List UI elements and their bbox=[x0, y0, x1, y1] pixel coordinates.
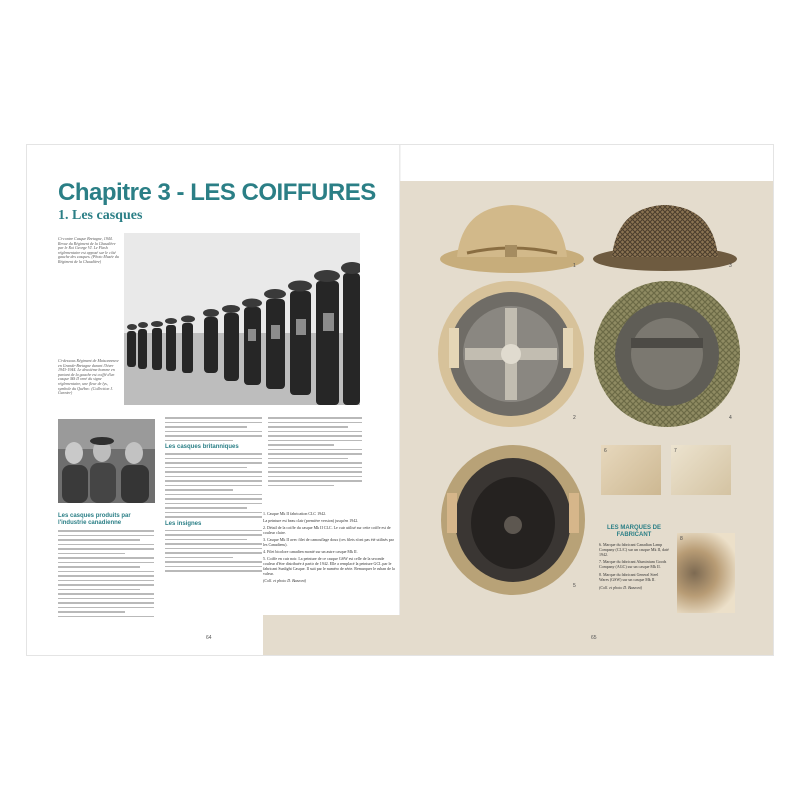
heading-british-helmets: Les casques britanniques bbox=[165, 444, 239, 450]
photo-notes bbox=[263, 511, 397, 585]
note-3: 3. Casque Mk II avec filet de camouflage doux (ces filets n'ont pas été utilisés par les Canadiens). bbox=[263, 537, 394, 547]
caption-middle: Ci-dessous Régiment de Maisonneuve en Grande-Bretagne durant l'hiver 1943-1944. Le deuxième homme en partant de la gauche est coiffé d'un casque Mk II orné du signe réglementaire, une fleur de lys, symbole du Québec. (Collection J. Garnier) bbox=[58, 358, 119, 396]
soldiers-photo-drawing bbox=[58, 419, 155, 503]
photo-number-6: 6 bbox=[604, 448, 607, 454]
note-5: 5. Coiffe en cuir noir. La peinture de ce casque GSW est celle de la seconde couleur d'être distribuée à partir de 1942. Elle a remplacé la peinture GCL par le fabricant Sunlight Casque. Il suit par le numéro de série. Remarquer le ruban de la valeur. bbox=[263, 556, 395, 576]
right-column-text bbox=[268, 417, 362, 507]
marque-7: 7. Marque du fabricant Aluminium Goods Company (AGC) sur un casque Mk II. bbox=[599, 559, 667, 570]
marque-credit: (Coll. et photo D. Bazzoni) bbox=[599, 584, 643, 590]
parade-photo-drawing bbox=[124, 233, 360, 405]
middle-column-text bbox=[165, 417, 262, 627]
parade-photo bbox=[124, 233, 360, 405]
helmet-1-photo bbox=[437, 197, 587, 277]
caption-top: Ci-contre Casque Bretagne, 1944. Revue du Régiment de la Chaudière par le Roi George VI. Le Flash réglementaire est apposé sur le côté gauche des casques. (Photo Musée du Régiment de la Chaudière) bbox=[58, 236, 119, 264]
left-column-text bbox=[58, 511, 154, 631]
marque-8: 8. Marque du fabricant General Steel Wares (GSW) sur un casque Mk II. bbox=[599, 571, 659, 582]
note-1b: La peinture est beau clair (première version) jusqu'en 1942. bbox=[263, 518, 359, 523]
note-4: 4. Filet bicolore canadien monté sur un autre casque Mk II. bbox=[263, 549, 358, 554]
left-page-number: 64 bbox=[206, 635, 212, 641]
photo-8 bbox=[677, 533, 735, 613]
maker-marks-box bbox=[599, 525, 669, 593]
photo-number-7: 7 bbox=[674, 448, 677, 454]
helmet-3-photo bbox=[590, 197, 740, 277]
heading-insignes: Les insignes bbox=[165, 520, 202, 527]
photo-number-8: 8 bbox=[680, 536, 683, 542]
section-title: 1. Les casques bbox=[58, 208, 143, 223]
photo-number-5: 5 bbox=[573, 583, 576, 589]
note-credit: (Coll. et photo D. Bazzoni) bbox=[263, 578, 307, 583]
heading-maker-marks: LES MARQUES DE FABRICANT bbox=[606, 525, 661, 538]
photo-number-2: 2 bbox=[573, 415, 576, 421]
photo-6 bbox=[601, 445, 661, 495]
marque-6: 6. Marque du fabricant Canadian Lamp Company (CL/C) sur un casque Mk II, daté 1942. bbox=[599, 542, 669, 557]
note-1: 1. Casque Mk II fabrication CLC 1942. bbox=[263, 511, 327, 516]
notes-panel bbox=[263, 615, 400, 655]
right-page-number: 65 bbox=[591, 635, 597, 641]
magazine-spread bbox=[27, 145, 773, 655]
photo-number-1: 1 bbox=[573, 263, 576, 269]
note-2: 2. Détail de la coiffe du casque Mk II CLC. Le cuir utilisé sur cette coiffe est de couleur claire. bbox=[263, 525, 391, 535]
photo-number-4: 4 bbox=[729, 415, 732, 421]
chapter-title: Chapitre 3 - LES COIFFURES bbox=[58, 179, 376, 206]
helmet-5-photo bbox=[439, 443, 587, 597]
helmet-4-photo bbox=[591, 278, 743, 430]
soldiers-photo bbox=[58, 419, 155, 503]
helmet-2-photo bbox=[435, 278, 587, 430]
heading-canadian-helmets: Les casques produits par l'industrie canadienne bbox=[58, 513, 131, 526]
photo-number-3: 3 bbox=[729, 263, 732, 269]
photo-7 bbox=[671, 445, 731, 495]
